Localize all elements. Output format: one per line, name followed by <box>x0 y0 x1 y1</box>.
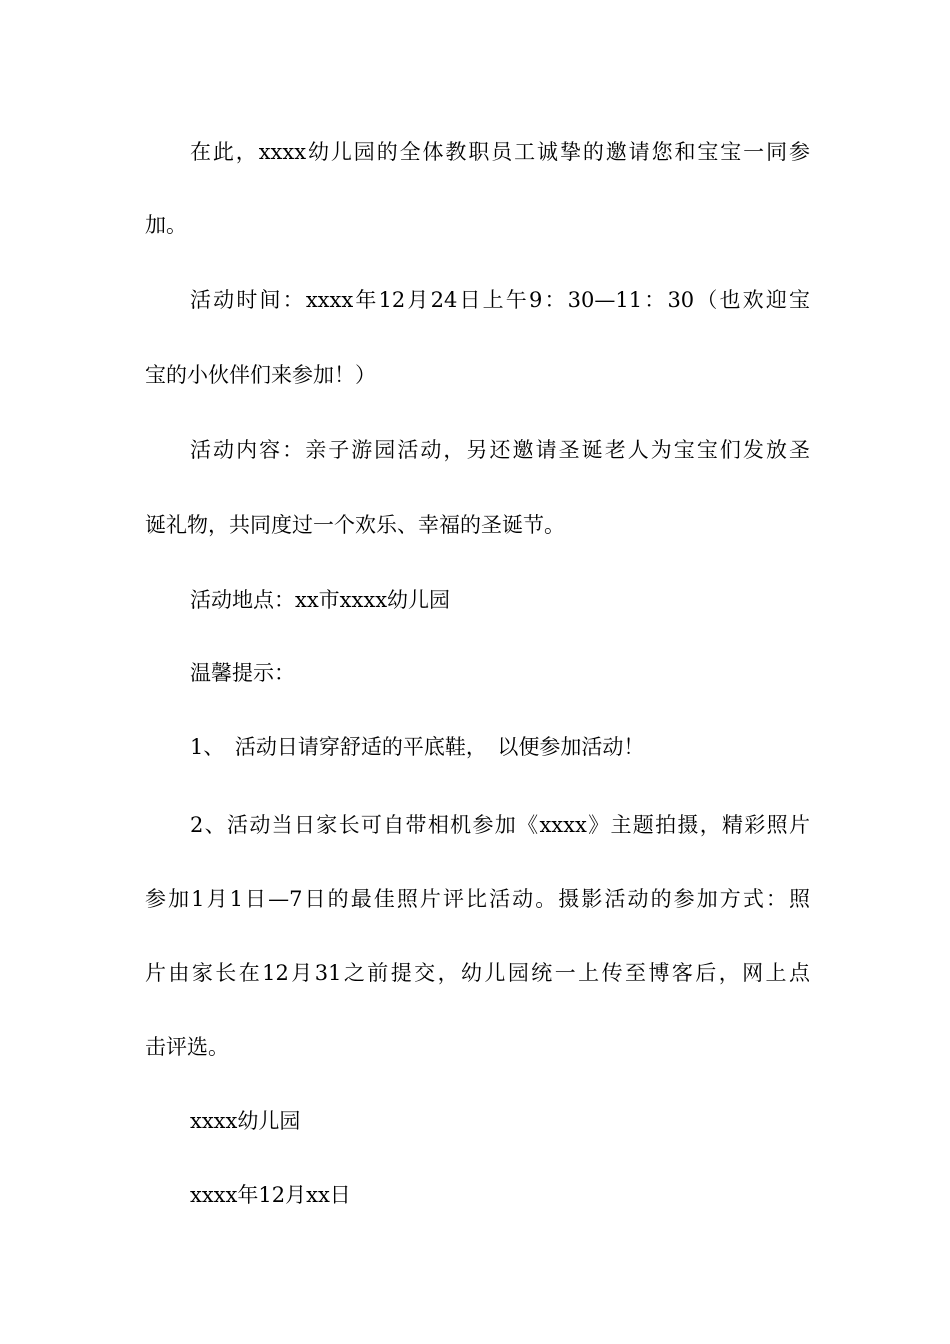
activity-time-line-1: 活动时间：xxxx年12月24日上午9：30—11：30（也欢迎宝 <box>190 288 810 312</box>
activity-location: 活动地点：xx市xxxx幼儿园 <box>190 588 451 612</box>
activity-content-line-2: 诞礼物，共同度过一个欢乐、幸福的圣诞节。 <box>145 513 565 537</box>
tip-item-2-line-1: 2、活动当日家长可自带相机参加《xxxx》主题拍摄，精彩照片 <box>190 813 810 837</box>
tips-heading: 温馨提示： <box>190 661 295 685</box>
paragraph-invitation-line-1: 在此，xxxx幼儿园的全体教职员工诚挚的邀请您和宝宝一同参 <box>190 140 810 164</box>
signature-date: xxxx年12月xx日 <box>190 1183 351 1207</box>
activity-time-line-2: 宝的小伙伴们来参加！） <box>145 363 376 387</box>
tip-item-2-line-4: 击评选。 <box>145 1035 229 1059</box>
signature-organization: xxxx幼儿园 <box>190 1109 301 1133</box>
tip-item-2-line-3: 片由家长在12月31之前提交，幼儿园统一上传至博客后，网上点 <box>145 961 810 985</box>
tip-item-2-line-2: 参加1月1日—7日的最佳照片评比活动。摄影活动的参加方式：照 <box>145 887 810 911</box>
paragraph-invitation-line-2: 加。 <box>145 213 187 237</box>
tip-item-1: 1、 活动日请穿舒适的平底鞋， 以便参加活动！ <box>190 735 645 759</box>
activity-content-line-1: 活动内容：亲子游园活动，另还邀请圣诞老人为宝宝们发放圣 <box>190 438 810 462</box>
